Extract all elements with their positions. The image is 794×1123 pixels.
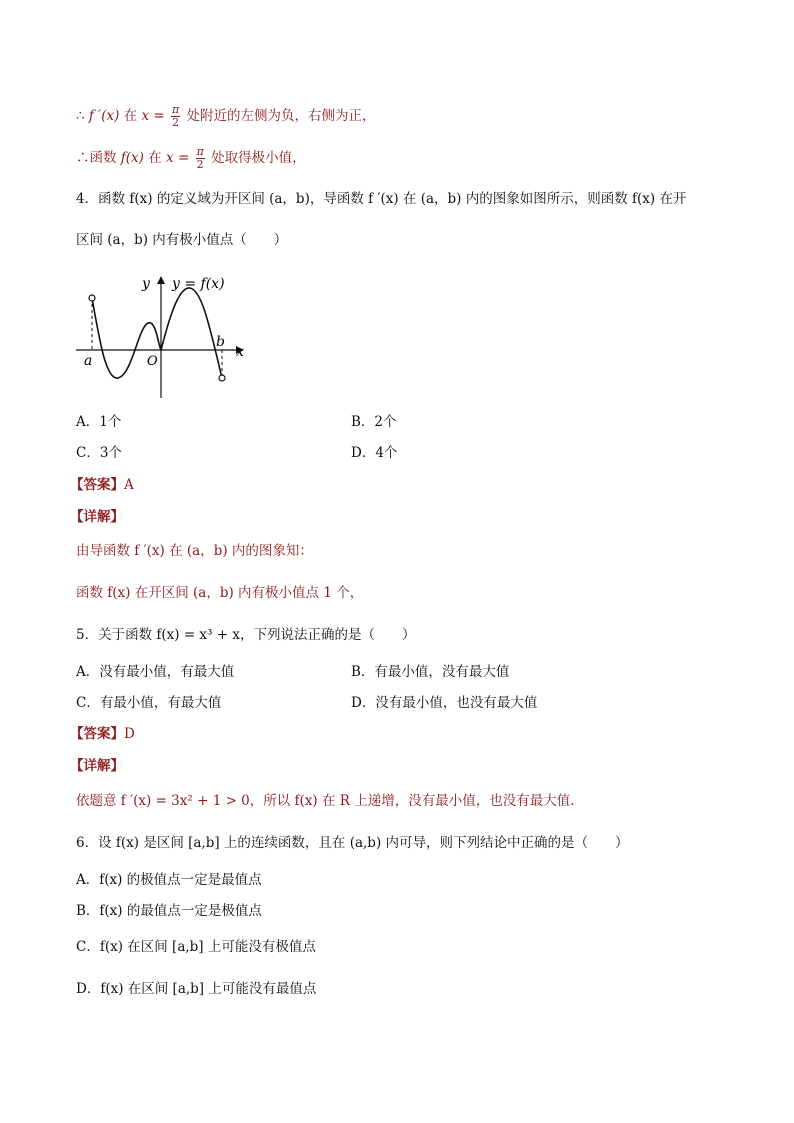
q6-option-a: A．f(x) 的极值点一定是最值点 — [76, 872, 262, 888]
q5-detail-tag: 【详解】 — [70, 758, 124, 774]
text: ∴ — [76, 108, 89, 124]
b-label: b — [216, 334, 225, 350]
q5-option-c: C．有最小值，有最大值 — [76, 695, 222, 711]
x-axis-label: x — [236, 344, 244, 360]
math-fx: f(x) — [120, 150, 144, 166]
text: 处附近的左侧为负，右侧为正， — [182, 108, 376, 124]
q6-option-d: D．f(x) 在区间 [a,b] 上可能没有最值点 — [76, 981, 317, 997]
fraction-pi-over-2: $\frac{\pi}{2}$ — [196, 145, 204, 171]
q5-option-b: B．有最小值，没有最大值 — [351, 664, 510, 680]
solution-line-1 — [76, 104, 376, 129]
q4-stem-line-1: 4．函数 f(x) 的定义域为开区间 (a，b)，导函数 f ′(x) 在 (a，b) 内的图象如图所示，则函数 f(x) 在开 — [76, 191, 687, 207]
math-fprime: f ′(x) — [88, 108, 120, 124]
derivative-graph — [76, 268, 256, 403]
math-x-eq: x = — [141, 108, 170, 124]
q5-option-d: D．没有最小值，也没有最大值 — [351, 695, 538, 711]
q5-option-a: A．没有最小值，有最大值 — [76, 664, 235, 680]
answer-value: A — [124, 477, 134, 493]
q6-stem: 6．设 f(x) 是区间 [a,b] 上的连续函数，且在 (a,b) 内可导，则下列结论中正确的是（ ） — [76, 835, 629, 851]
q4-option-c: C．3个 — [76, 445, 122, 461]
q4-detail-line-1: 由导函数 f ′(x) 在 (a，b) 内的图象知： — [76, 543, 313, 559]
q5-answer — [70, 723, 135, 745]
q4-stem-line-2: 区间 (a，b) 内有极小值点（ ） — [76, 232, 288, 248]
q5-stem: 5．关于函数 f(x) = x³ + x，下列说法正确的是（ ） — [76, 627, 416, 643]
q4-detail-tag: 【详解】 — [70, 509, 124, 525]
q4-option-d: D．4个 — [351, 445, 398, 461]
text: 在 — [143, 150, 167, 166]
text: 处取得极小值， — [206, 150, 306, 166]
answer-tag: 【答案】 — [70, 726, 124, 742]
solution-line-2 — [76, 146, 306, 171]
origin-label: O — [147, 354, 158, 369]
q6-option-c: C．f(x) 在区间 [a,b] 上可能没有极值点 — [76, 939, 316, 955]
a-label: a — [84, 353, 93, 369]
q6-option-b: B．f(x) 的最值点一定是极值点 — [76, 903, 262, 919]
curve-label: y = f(x) — [172, 276, 225, 292]
answer-tag: 【答案】 — [70, 477, 124, 493]
q4-detail-line-2: 函数 f(x) 在开区间 (a，b) 内有极小值点 1 个， — [76, 585, 364, 601]
q4-answer — [70, 474, 134, 496]
answer-value: D — [124, 726, 135, 742]
fraction-pi-over-2: $\frac{\pi}{2}$ — [172, 103, 180, 129]
text: ∴函数 — [76, 150, 121, 166]
q4-option-a: A．1个 — [76, 414, 122, 430]
q5-detail-line-1: 依题意 f ′(x) = 3x² + 1 > 0，所以 f(x) 在 R 上递增，没有最小值，也没有最大值. — [76, 793, 575, 809]
text: 在 — [119, 108, 142, 124]
q4-option-b: B．2个 — [351, 414, 397, 430]
y-axis-label: y — [142, 276, 150, 292]
math-x-eq: x = — [166, 150, 194, 166]
